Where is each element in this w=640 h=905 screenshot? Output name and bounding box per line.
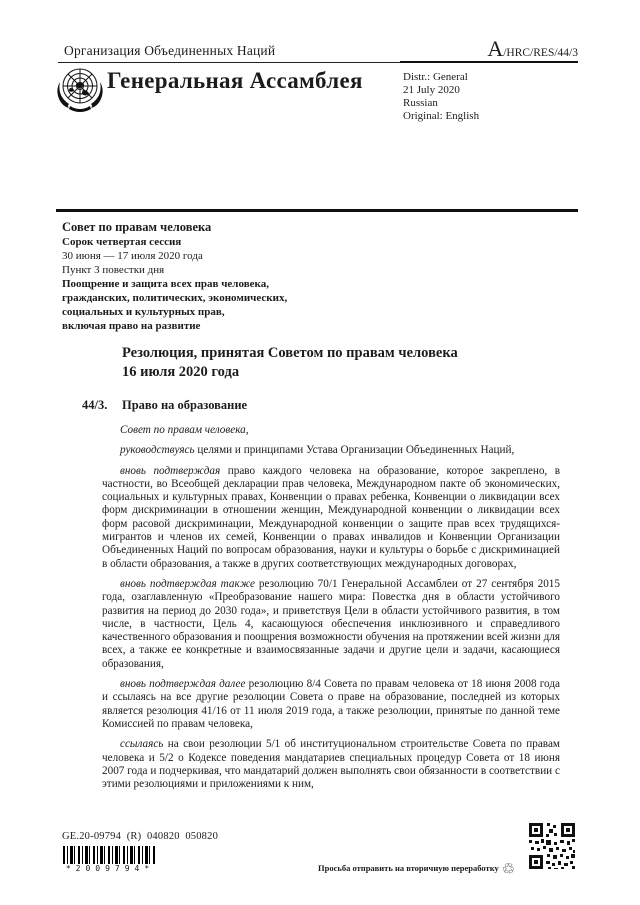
preamble-paragraph: вновь подтверждая право каждого человека на образование, которое закреплено, в частности, во Всеобщей декларации прав человека, Международном пакте об экономических, социальных и культурных правах, Конвенции о правах ребенка, Конвенции о ликвидации всех форм дискриминации в отношении женщин, Международной конвенции о ликвидации всех форм расовой дискриминации, Международной конвенции о защите прав всех трудящихся-мигрантов и членов их семей, Конвенции о правах инвалидов и Конвенции Организации Объединенных Наций по вопросам образования, науки и культуры о борьбе с дискриминацией в области образования, а также в других соответствующих международных договорах,	[102, 464, 560, 570]
un-emblem-icon	[56, 62, 104, 120]
preamble-paragraph: вновь подтверждая далее резолюцию 8/4 Совета по правам человека от 18 июня 2008 года и ссылаясь на все другие резолюции Совета о праве на образование, последней из которых является резолюция 41/16 от 11 июля 2019 года, а также резолюции, принятые по данной теме Комиссией по правам человека,	[102, 678, 560, 730]
session-block	[62, 219, 287, 333]
resolution-body	[102, 424, 560, 798]
recycle-icon: ♲	[501, 860, 516, 878]
resolution-heading	[82, 398, 247, 413]
resolution-number: 44/3.	[82, 398, 108, 412]
agenda-title-line: социальных и культурных прав,	[62, 306, 225, 318]
preamble-paragraph: руководствуясь целями и принципами Устава Организации Объединенных Наций,	[120, 444, 515, 457]
document-symbol-large: A	[487, 36, 504, 61]
preamble-paragraph: вновь подтверждая также резолюцию 70/1 Генеральной Ассамблеи от 27 сентября 2015 года, озаглавленную «Преобразование нашего мира: Повестка дня в области устойчивого развития на период до 2030 года», и приветствуя Цели в области устойчивого развития, в том числе, в частности, Цель 4, касающуюся обеспечения инклюзивного и справедливого качественного образования и поощрения возможности обучения на протяжении всей жизни для всех, а также ее конкретные и взаимосвязанные задачи и другие цели и задачи, касающиеся образования,	[102, 577, 560, 670]
org-name: Организация Объединенных Наций	[64, 43, 276, 58]
preamble-paragraph: Совет по правам человека,	[120, 424, 249, 436]
assembly-title: Генеральная Ассамблея	[107, 68, 363, 93]
original-language-line: Original: English	[403, 110, 480, 122]
date-line: 21 July 2020	[403, 84, 460, 96]
recycle-note-text: Просьба отправить на вторичную переработку	[318, 863, 499, 873]
agenda-item: Пункт 3 повестки дня	[62, 264, 165, 276]
agenda-title-line: гражданских, политических, экономических,	[62, 292, 288, 304]
agenda-title-line: включая право на развитие	[62, 320, 201, 332]
distribution-meta	[403, 71, 479, 123]
symbol-underline-rule	[400, 61, 578, 63]
resolution-title-line1: Резолюция, принятая Советом по правам человека	[122, 345, 458, 361]
session-dates: 30 июня — 17 июля 2020 года	[62, 250, 203, 262]
preamble-paragraph: ссылаясь на свои резолюции 5/1 об институциональном строительстве Совета по правам человека и 5/2 о Кодексе поведения мандатариев специальных процедур Совета от 18 июня 2007 года и подчеркивая, что мандатарий должен выполнять свои обязанности в соответствии с этими резолюциями и приложениями к ним,	[102, 738, 560, 791]
resolution-title-line2: 16 июля 2020 года	[122, 364, 240, 380]
qr-code-icon	[527, 821, 577, 871]
barcode	[63, 846, 157, 873]
document-symbol-rest: /HRC/RES/44/3	[503, 47, 578, 59]
language-line: Russian	[403, 97, 438, 109]
document-reference: GE.20-09794 (R) 040820 050820	[62, 831, 219, 842]
recycle-note	[318, 860, 515, 878]
agenda-title-line: Поощрение и защита всех прав человека,	[62, 278, 269, 290]
document-symbol	[487, 36, 578, 62]
distr-line: Distr.: General	[403, 71, 468, 83]
council-name: Совет по правам человека	[62, 220, 212, 234]
session-name: Сорок четвертая сессия	[62, 236, 182, 248]
resolution-subject: Право на образование	[122, 398, 248, 412]
barcode-bars-icon	[63, 846, 157, 864]
section-rule	[56, 209, 578, 212]
resolution-title	[122, 344, 458, 382]
barcode-digits: *2009794*	[65, 864, 155, 873]
